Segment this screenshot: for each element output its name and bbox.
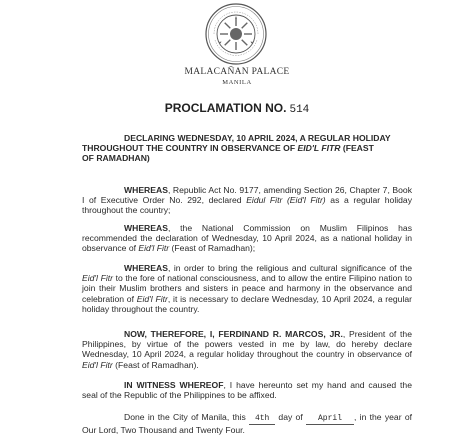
proclamation-number: 514 xyxy=(289,104,310,116)
whereas-paragraph-1 xyxy=(82,185,412,216)
palace-name: MALACAÑAN PALACE xyxy=(184,67,290,77)
italic-term: Eid'l Fitr xyxy=(138,243,170,254)
proclamation-label: PROCLAMATION NO. xyxy=(164,101,287,115)
paragraph-text: (Feast of Ramadhan). xyxy=(115,359,199,370)
paragraph-text: , I have hereunto set my hand and caused the seal of the Republic of the Philippines to be affixed. xyxy=(82,380,412,401)
proclamation-heading xyxy=(0,101,474,116)
done-paragraph xyxy=(82,412,412,435)
title-line-1: DECLARING WEDNESDAY, 10 APRIL 2024, A REGULAR HOLIDAY xyxy=(124,133,391,143)
whereas-paragraph-3 xyxy=(82,263,412,314)
italic-term: Eid'l Fitr xyxy=(82,359,113,370)
italic-term: Eid'l Fitr xyxy=(82,273,113,284)
title-line-2: THROUGHOUT THE COUNTRY IN OBSERVANCE OF xyxy=(82,143,296,154)
paragraph-text: , in order to bring the religious and cultural significance of the xyxy=(167,263,412,273)
presidential-seal-icon xyxy=(204,2,268,66)
palace-city: MANILA xyxy=(222,79,252,86)
proclamation-title xyxy=(82,133,412,164)
witness-keyword: IN WITNESS WHEREOF xyxy=(124,380,224,390)
paragraph-text: day of xyxy=(278,412,303,422)
paragraph-text: , Republic Act No. 9177, amending Section 26, Chapter 7, Book I of Executive Order No. 292, declared xyxy=(82,185,412,206)
paragraph-text: (Feast of Ramadhan); xyxy=(171,243,256,254)
paragraph-text: to the fore of national consciousness, and to allow the entire Filipino nation to join their Muslim brothers and sisters in peace and harmony in the observance and celebration of xyxy=(82,273,412,304)
title-line-2-end: (FEAST xyxy=(342,143,374,154)
paragraph-text: , President of the Philippines, by virtue of the powers vested in me by law, do hereby declare Wednesday, 10 April 2024, a regular holiday throughout the country in observance of xyxy=(82,329,412,360)
whereas-keyword: WHEREAS xyxy=(124,223,168,233)
italic-term: Eidul Fitr (Eid'l Fitr) xyxy=(246,195,326,206)
title-line-3: OF RAMADHAN) xyxy=(82,153,150,164)
now-therefore-keyword: NOW, THEREFORE, I, FERDINAND R. MARCOS, JR. xyxy=(124,329,343,339)
paragraph-text: , it is necessary to declare Wednesday, 10 April 2024, a regular holiday throughout the country. xyxy=(82,293,412,314)
whereas-keyword: WHEREAS xyxy=(124,263,168,273)
paragraph-text: as a regular holiday throughout the country; xyxy=(82,195,412,216)
paragraph-text: Done in the City of Manila, this xyxy=(124,412,246,422)
italic-term: Eid'l Fitr xyxy=(136,293,168,304)
whereas-paragraph-2 xyxy=(82,223,412,254)
witness-paragraph xyxy=(82,380,412,400)
paragraph-text: , the National Commission on Muslim Filipinos has recommended the declaration of Wednesday, 10 April 2024, as a national holiday in observance of xyxy=(82,223,412,254)
now-therefore-paragraph xyxy=(82,329,412,370)
title-italic: EID'L FITR xyxy=(297,143,341,154)
paragraph-text: , in the year of Our Lord, Two Thousand and Twenty Four. xyxy=(82,412,412,436)
month-fill: April xyxy=(306,414,354,425)
day-fill: 4th xyxy=(249,414,275,425)
whereas-keyword: WHEREAS xyxy=(124,185,168,195)
